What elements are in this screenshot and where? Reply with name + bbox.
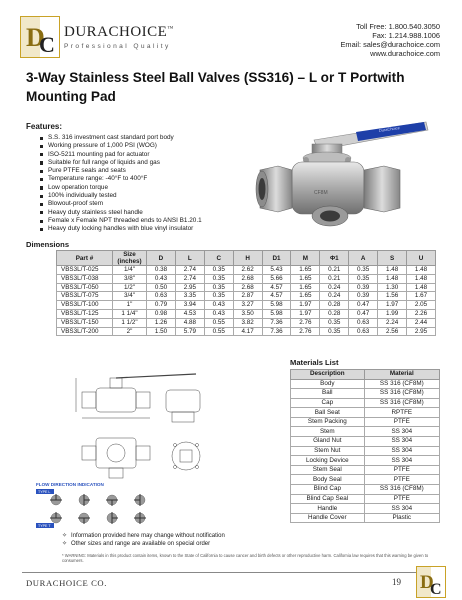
column-header: M xyxy=(291,251,320,266)
dimensions-heading: Dimensions xyxy=(26,240,70,249)
column-header: Material xyxy=(364,370,439,380)
table-row xyxy=(57,301,436,310)
table-cell: 0.28 xyxy=(320,309,349,318)
table-cell: 0.39 xyxy=(349,283,378,292)
table-cell: 1.97 xyxy=(291,301,320,310)
table-cell: 3.94 xyxy=(175,301,204,310)
column-header: S xyxy=(378,251,407,266)
contact-block xyxy=(340,22,440,58)
part-number-cell: VBS3L/T-125 xyxy=(57,309,113,318)
table-cell: 0.47 xyxy=(349,301,378,310)
table-cell: 1.26 xyxy=(147,318,176,327)
table-row xyxy=(291,475,440,485)
table-cell: 1.67 xyxy=(407,292,436,301)
feature-item: Blowout-proof stem xyxy=(40,200,202,208)
material-description: Ball Seat xyxy=(291,408,365,418)
table-header-row xyxy=(57,251,436,266)
table-cell: 2.26 xyxy=(407,309,436,318)
materials-table xyxy=(290,369,440,523)
ball-valve-photo xyxy=(244,110,434,240)
brand-tagline: Professional Quality xyxy=(64,43,171,50)
table-cell: 0.43 xyxy=(147,274,176,283)
table-cell: 7.36 xyxy=(262,327,291,336)
features-heading: Features: xyxy=(26,122,63,131)
table-cell: 0.35 xyxy=(204,283,233,292)
material-description: Stem Packing xyxy=(291,417,365,427)
type-l-label: TYPE L xyxy=(38,490,51,494)
dimensions-table xyxy=(56,250,436,336)
table-cell: 4.53 xyxy=(175,309,204,318)
notes-list xyxy=(62,532,225,548)
table-cell: 1.48 xyxy=(407,283,436,292)
material-value: SS 316 (CF8M) xyxy=(364,379,439,389)
page-number: 19 xyxy=(392,577,401,587)
materials-heading: Materials List xyxy=(290,358,339,367)
table-row xyxy=(57,309,436,318)
table-cell: 1.30 xyxy=(378,283,407,292)
svg-text:C: C xyxy=(39,32,55,57)
part-number-cell: VBS3L/T-200 xyxy=(57,327,113,336)
table-cell: 5.43 xyxy=(262,266,291,275)
feature-item: Low operation torque xyxy=(40,184,202,192)
table-cell: 1.65 xyxy=(291,274,320,283)
table-cell: 0.50 xyxy=(147,283,176,292)
footer-dc-logo-icon xyxy=(416,566,446,598)
material-description: Handle xyxy=(291,504,365,514)
table-row xyxy=(291,446,440,456)
table-cell: 0.24 xyxy=(320,283,349,292)
material-value: PTFE xyxy=(364,417,439,427)
feature-item: Temperature range: -40°F to 400°F xyxy=(40,175,202,183)
material-value: RPTFE xyxy=(364,408,439,418)
flow-direction-label: FLOW DIRECTION INDICATION xyxy=(36,482,104,487)
part-number-cell: VBS3L/T-075 xyxy=(57,292,113,301)
material-value: SS 304 xyxy=(364,446,439,456)
table-cell: 2.68 xyxy=(233,274,262,283)
table-cell: 1.97 xyxy=(291,309,320,318)
table-cell: 0.35 xyxy=(204,292,233,301)
toll-free: Toll Free: 1.800.540.3050 xyxy=(356,22,440,31)
table-cell: 5.98 xyxy=(262,301,291,310)
column-header: Part # xyxy=(57,251,113,266)
table-cell: 1/2" xyxy=(113,283,147,292)
feature-item: Female x Female NPT threaded ends to ANSI B1.20.1 xyxy=(40,217,202,225)
table-row xyxy=(291,379,440,389)
table-cell: 7.36 xyxy=(262,318,291,327)
table-row xyxy=(291,494,440,504)
column-header: U xyxy=(407,251,436,266)
material-value: SS 316 (CF8M) xyxy=(364,485,439,495)
column-header: C xyxy=(204,251,233,266)
material-value: PTFE xyxy=(364,475,439,485)
table-cell: 5.66 xyxy=(262,274,291,283)
table-cell: 0.28 xyxy=(320,301,349,310)
material-value: SS 316 (CF8M) xyxy=(364,398,439,408)
table-cell: 0.55 xyxy=(204,327,233,336)
column-header: D xyxy=(147,251,176,266)
table-cell: 0.35 xyxy=(320,327,349,336)
star-bullet-icon: ✧ xyxy=(62,541,68,547)
column-header: D1 xyxy=(262,251,291,266)
table-cell: 1.48 xyxy=(407,274,436,283)
table-row xyxy=(57,318,436,327)
table-header-row xyxy=(291,370,440,380)
table-cell: 0.63 xyxy=(349,318,378,327)
table-cell: 1.99 xyxy=(378,309,407,318)
table-cell: 1.65 xyxy=(291,283,320,292)
material-description: Stem Seal xyxy=(291,465,365,475)
table-cell: 0.35 xyxy=(204,274,233,283)
part-number-cell: VBS3L/T-050 xyxy=(57,283,113,292)
table-row xyxy=(57,274,436,283)
table-cell: 1" xyxy=(113,301,147,310)
table-row xyxy=(291,427,440,437)
material-value: SS 304 xyxy=(364,456,439,466)
table-row xyxy=(57,292,436,301)
material-value: SS 304 xyxy=(364,427,439,437)
feature-item: Suitable for full range of liquids and gas xyxy=(40,159,202,167)
table-cell: 2.76 xyxy=(291,327,320,336)
feature-item: Pure PTFE seals and seats xyxy=(40,167,202,175)
table-cell: 0.43 xyxy=(204,309,233,318)
table-cell: 2.56 xyxy=(378,327,407,336)
part-number-cell: VBS3L/T-038 xyxy=(57,274,113,283)
table-cell: 0.21 xyxy=(320,266,349,275)
table-cell: 0.47 xyxy=(349,309,378,318)
part-number-cell: VBS3L/T-150 xyxy=(57,318,113,327)
material-description: Blind Cap xyxy=(291,485,365,495)
column-header: Φ1 xyxy=(320,251,349,266)
column-header: A xyxy=(349,251,378,266)
material-value: SS 304 xyxy=(364,504,439,514)
table-cell: 1.56 xyxy=(378,292,407,301)
table-cell: 4.57 xyxy=(262,283,291,292)
table-row xyxy=(291,465,440,475)
table-row xyxy=(57,266,436,275)
table-cell: 2.24 xyxy=(378,318,407,327)
table-cell: 2.68 xyxy=(233,283,262,292)
email-link[interactable]: Email: sales@durachoice.com xyxy=(340,40,440,49)
material-description: Ball xyxy=(291,389,365,399)
table-cell: 2.76 xyxy=(291,318,320,327)
table-cell: 3/8" xyxy=(113,274,147,283)
table-cell: 0.24 xyxy=(320,292,349,301)
material-description: Locking Device xyxy=(291,456,365,466)
table-cell: 1.48 xyxy=(407,266,436,275)
table-cell: 5.79 xyxy=(175,327,204,336)
table-cell: 2.05 xyxy=(407,301,436,310)
table-row xyxy=(291,408,440,418)
table-cell: 5.98 xyxy=(262,309,291,318)
table-cell: 3.50 xyxy=(233,309,262,318)
table-cell: 2.74 xyxy=(175,274,204,283)
table-cell: 0.35 xyxy=(320,318,349,327)
fax: Fax: 1.214.988.1006 xyxy=(372,31,440,40)
page-title: 3-Way Stainless Steel Ball Valves (SS316) – L or T Portwith Mounting Pad xyxy=(26,70,405,104)
table-cell: 0.35 xyxy=(349,266,378,275)
feature-item: S.S. 316 investment cast standard port body xyxy=(40,134,202,142)
material-description: Handle Cover xyxy=(291,513,365,523)
website-link[interactable]: www.durachoice.com xyxy=(370,49,440,58)
table-cell: 0.63 xyxy=(349,327,378,336)
table-cell: 2.62 xyxy=(233,266,262,275)
brand-name: DURACHOICE™ xyxy=(64,24,174,40)
table-cell: 4.17 xyxy=(233,327,262,336)
table-row xyxy=(291,417,440,427)
table-cell: 3.27 xyxy=(233,301,262,310)
svg-text:CF8M: CF8M xyxy=(314,190,328,196)
table-cell: 4.88 xyxy=(175,318,204,327)
dc-monogram-icon xyxy=(20,16,60,58)
table-cell: 2.44 xyxy=(407,318,436,327)
material-description: Stem Nut xyxy=(291,446,365,456)
svg-text:C: C xyxy=(430,581,442,598)
note-item: ✧ Other sizes and range are available on special order xyxy=(62,541,211,547)
technical-drawing xyxy=(36,368,256,528)
material-description: Cap xyxy=(291,398,365,408)
table-cell: 2.95 xyxy=(407,327,436,336)
feature-item: Heavy duty stainless steel handle xyxy=(40,209,202,217)
table-cell: 1 1/4" xyxy=(113,309,147,318)
table-row xyxy=(57,283,436,292)
material-description: Stem xyxy=(291,427,365,437)
material-description: Gland Nut xyxy=(291,437,365,447)
table-row xyxy=(291,485,440,495)
footer-divider xyxy=(22,572,440,573)
note-item: ✧ Information provided here may change without notification xyxy=(62,533,225,539)
table-row xyxy=(291,437,440,447)
feature-item: ISO-5211 mounting pad for actuator xyxy=(40,151,202,159)
table-cell: 0.35 xyxy=(204,266,233,275)
table-cell: 1.97 xyxy=(378,301,407,310)
brand-logo xyxy=(20,16,200,58)
material-value: PTFE xyxy=(364,494,439,504)
svg-text:D: D xyxy=(26,23,45,52)
part-number-cell: VBS3L/T-100 xyxy=(57,301,113,310)
part-number-cell: VBS3L/T-025 xyxy=(57,266,113,275)
table-cell: 3/4" xyxy=(113,292,147,301)
table-cell: 0.35 xyxy=(349,274,378,283)
feature-item: Heavy duty locking handles with blue vinyl insulator xyxy=(40,225,202,233)
table-cell: 0.55 xyxy=(204,318,233,327)
svg-text:D: D xyxy=(420,572,434,593)
table-cell: 4.57 xyxy=(262,292,291,301)
prop65-warning: * WARNING: Materials in this product contain items, known to the State of California to cause cancer and birth defects or other reproductive harm. California law requires that this warning be given to consumers. xyxy=(62,553,429,563)
material-value: SS 316 (CF8M) xyxy=(364,389,439,399)
table-cell: 1.48 xyxy=(378,274,407,283)
column-header: Size (inches) xyxy=(113,251,147,266)
table-row xyxy=(291,456,440,466)
table-cell: 1.48 xyxy=(378,266,407,275)
material-value: PTFE xyxy=(364,465,439,475)
table-cell: 1 1/2" xyxy=(113,318,147,327)
material-value: Plastic xyxy=(364,513,439,523)
table-cell: 0.43 xyxy=(204,301,233,310)
table-cell: 1.50 xyxy=(147,327,176,336)
table-cell: 2.74 xyxy=(175,266,204,275)
star-bullet-icon: ✧ xyxy=(62,533,68,539)
type-t-label: TYPE T xyxy=(38,524,51,528)
column-header: L xyxy=(175,251,204,266)
table-row xyxy=(291,389,440,399)
table-cell: 3.82 xyxy=(233,318,262,327)
column-header: H xyxy=(233,251,262,266)
table-cell: 0.63 xyxy=(147,292,176,301)
table-cell: 1.65 xyxy=(291,266,320,275)
features-list xyxy=(40,134,202,234)
feature-item: 100% individually tested xyxy=(40,192,202,200)
feature-item: Working pressure of 1,000 PSI (WOG) xyxy=(40,142,202,150)
table-row xyxy=(291,504,440,514)
table-row xyxy=(291,513,440,523)
table-cell: 0.79 xyxy=(147,301,176,310)
material-description: Blind Cap Seal xyxy=(291,494,365,504)
table-cell: 0.39 xyxy=(349,292,378,301)
column-header: Description xyxy=(291,370,365,380)
table-cell: 0.38 xyxy=(147,266,176,275)
footer-company: DURACHOICE CO. xyxy=(26,578,107,588)
table-cell: 2" xyxy=(113,327,147,336)
table-cell: 1/4" xyxy=(113,266,147,275)
table-row xyxy=(291,398,440,408)
table-cell: 3.35 xyxy=(175,292,204,301)
table-cell: 2.95 xyxy=(175,283,204,292)
table-row xyxy=(57,327,436,336)
table-cell: 0.98 xyxy=(147,309,176,318)
svg-text:DuraChoice: DuraChoice xyxy=(378,125,401,133)
material-value: SS 304 xyxy=(364,437,439,447)
table-cell: 1.65 xyxy=(291,292,320,301)
material-description: Body xyxy=(291,379,365,389)
table-cell: 0.21 xyxy=(320,274,349,283)
table-cell: 2.87 xyxy=(233,292,262,301)
material-description: Body Seal xyxy=(291,475,365,485)
